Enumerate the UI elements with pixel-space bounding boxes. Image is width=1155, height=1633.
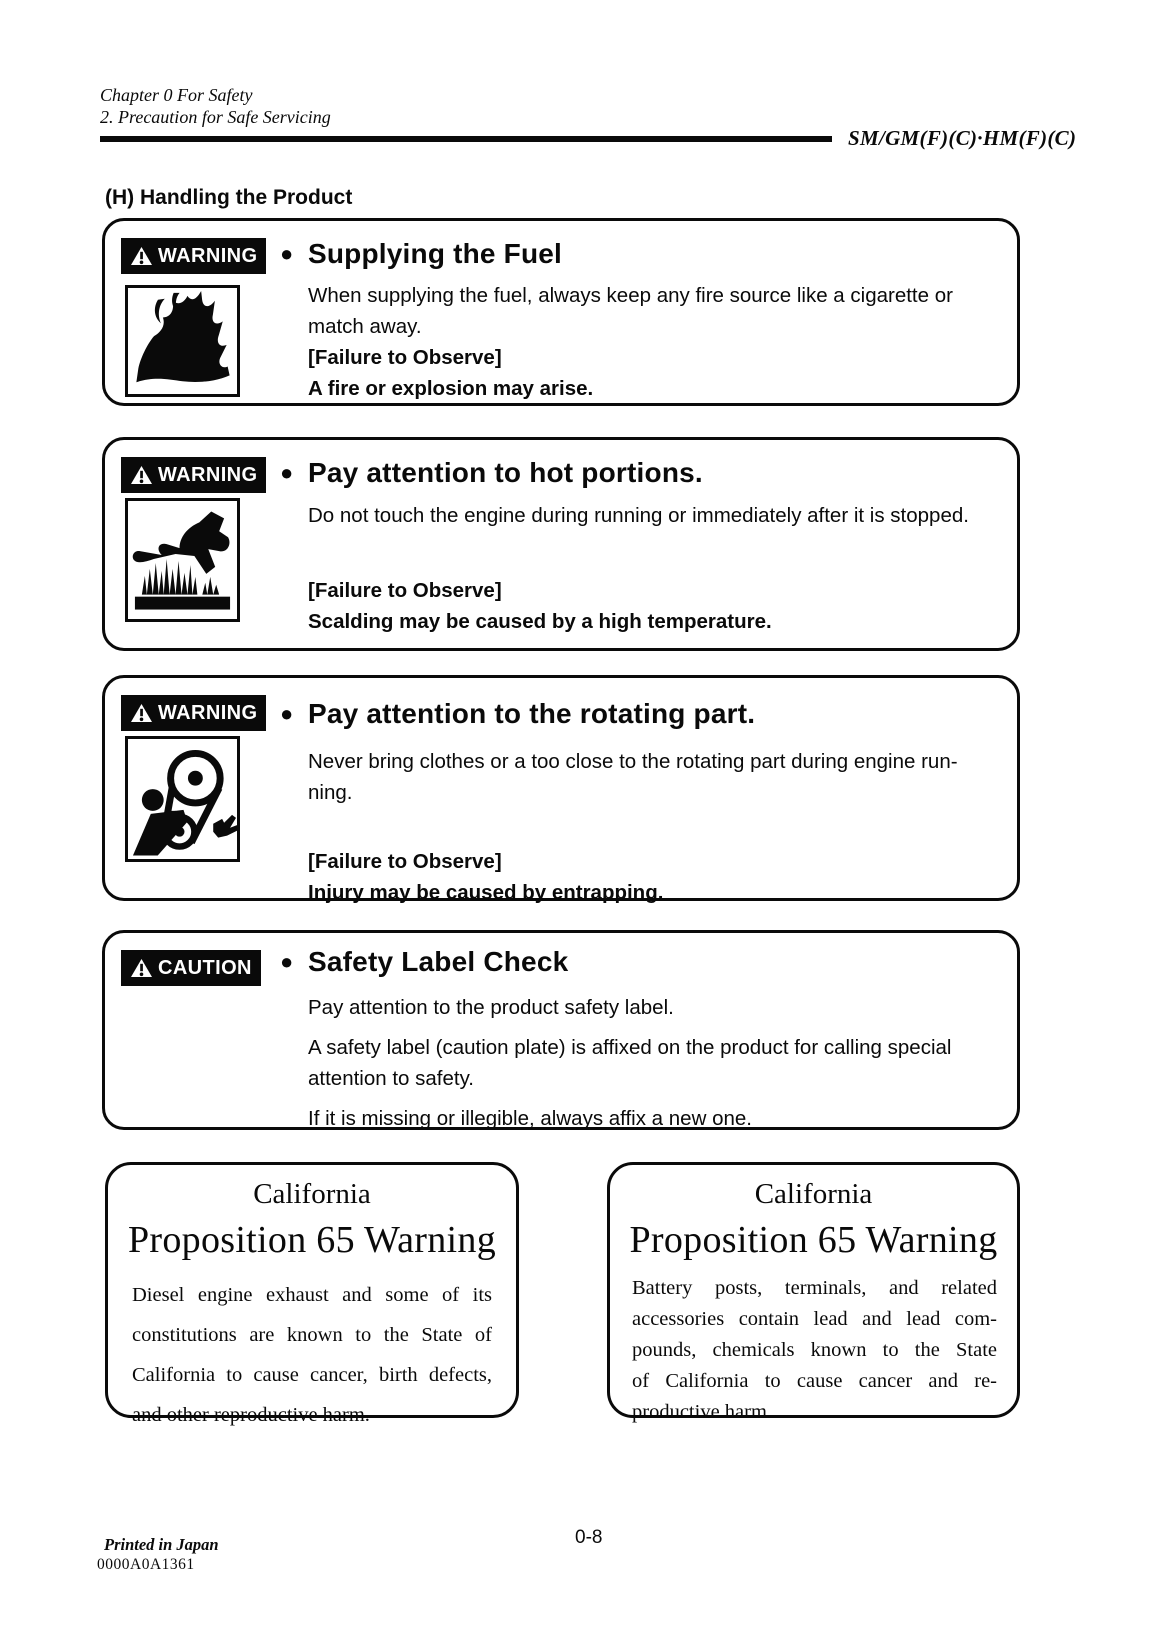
failure-label: [Failure to Observe] [308,579,502,602]
safety-box-content [280,440,1001,637]
prop65-box-diesel [105,1162,519,1426]
body-line: ning. [308,781,353,804]
failure-text: A fire or explosion may arise. [308,377,594,400]
safety-box-title: Supplying the Fuel [308,238,563,269]
body-line: of California to cause cancer and re- [632,1370,997,1392]
prop65-body [132,1275,492,1435]
bullet-icon: ● [280,460,294,485]
bullet-icon: ● [280,701,294,726]
badge-label: CAUTION [158,956,252,979]
warning-badge [121,695,266,731]
safety-box-content [280,678,1001,908]
body-line: pounds, chemicals known to the State [632,1339,997,1361]
failure-label: [Failure to Observe] [308,850,502,873]
safety-box-title: Safety Label Check [308,946,569,977]
safety-box-title: Pay attention to the rotating part. [308,698,756,729]
prop65-box-battery [607,1162,1020,1423]
body-line: Do not touch the engine during running or immediately after it is stopped. [308,504,969,527]
page-number: 0-8 [575,1527,603,1548]
badge-label: WARNING [158,701,258,724]
body-line: attention to safety. [308,1067,475,1090]
printed-in-label: Printed in Japan [104,1535,219,1554]
warning-triangle-icon [130,703,153,723]
body-line: constitutions are known to the State of [132,1324,492,1346]
safety-box-content [280,221,1001,404]
prop65-title: California [253,1178,371,1210]
header-model-code: SM/GM(F)(C)·HM(F)(C) [848,126,1077,150]
warning-triangle-icon [130,465,153,485]
body-line: Pay attention to the product safety label. [308,996,674,1019]
safety-box-title-row [280,696,1001,732]
body-line: A safety label (caution plate) is affixed on the product for calling special [308,1036,952,1059]
safety-box-fuel [102,218,1020,406]
body-line: California to cause cancer, birth defects, [132,1364,492,1386]
prop65-body [632,1273,997,1428]
body-line: and other reproductive harm. [132,1404,370,1426]
safety-box-title: Pay attention to hot portions. [308,457,703,488]
header-section-line: 2. Precaution for Safe Servicing [100,107,331,127]
safety-box-title-row [280,455,1001,491]
safety-box-content [280,933,1001,1134]
badge-label: WARNING [158,244,258,267]
warning-badge [121,238,266,274]
document-code: 0000A0A1361 [97,1556,195,1573]
failure-label: [Failure to Observe] [308,346,502,369]
header-chapter-line: Chapter 0 For Safety [100,85,253,105]
failure-text: Scalding may be caused by a high temperature. [308,610,772,633]
rotating-part-icon [125,736,240,862]
safety-box-title-row [280,944,1001,980]
section-heading: (H) Handling the Product [105,186,353,209]
warning-triangle-icon [130,246,153,266]
flame-icon [125,285,240,397]
warning-badge [121,457,266,493]
prop65-subtitle: Proposition 65 Warning [629,1219,998,1261]
body-line: accessories contain lead and lead com- [632,1308,997,1330]
body-line: Never bring clothes or a too close to the rotating part during engine run- [308,750,958,773]
header-rule [100,136,832,142]
body-line: When supplying the fuel, always keep any fire source like a cigarette or [308,284,953,307]
failure-text: Injury may be caused by entrapping. [308,881,664,904]
body-line: If it is missing or illegible, always affix a new one. [308,1107,752,1130]
badge-label: WARNING [158,463,258,486]
prop65-title: California [754,1178,873,1210]
safety-box-rotating-part [102,675,1020,904]
warning-triangle-icon [130,958,153,978]
header-chapter-block [100,84,331,128]
safety-box-hot-portions [102,437,1020,651]
prop65-subtitle: Proposition 65 Warning [127,1219,497,1261]
body-line: Battery posts, terminals, and related [632,1277,997,1299]
safety-box-title-row [280,236,1001,272]
bullet-icon: ● [280,241,294,266]
bullet-icon: ● [280,949,294,974]
hot-surface-icon [125,498,240,622]
safety-box-label-check [102,930,1020,1130]
caution-badge [121,950,261,986]
body-line: Diesel engine exhaust and some of its [132,1284,492,1306]
body-line: productive harm. [632,1401,773,1423]
body-line: match away. [308,315,422,338]
